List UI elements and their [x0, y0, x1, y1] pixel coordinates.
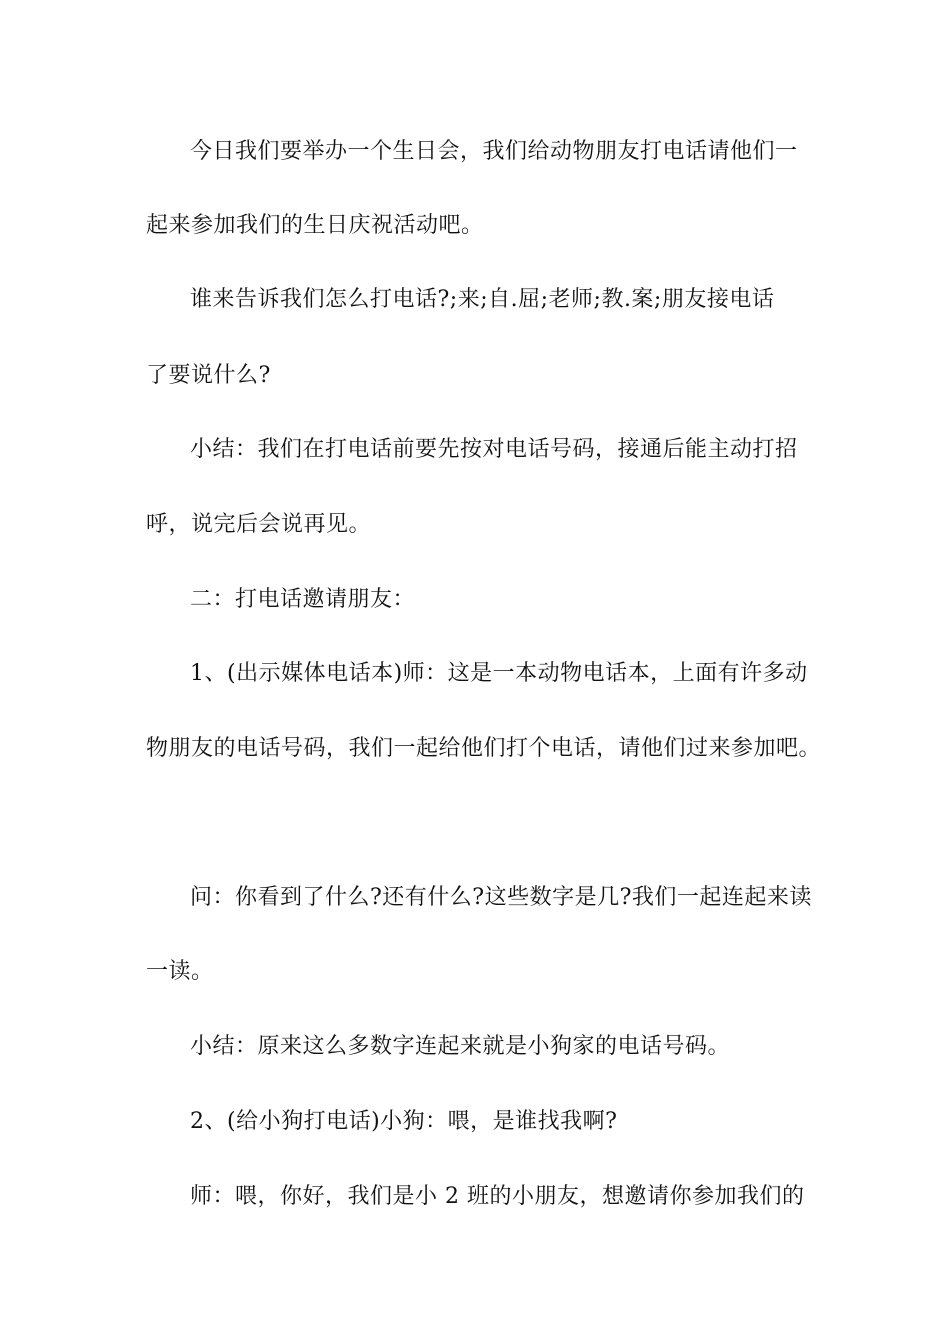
section-heading: 二：打电话邀请朋友：	[190, 587, 416, 612]
paragraph-6: 小结：原来这么多数字连起来就是小狗家的电话号码。	[190, 1034, 731, 1059]
paragraph-2-line-2: 了要说什么?	[146, 363, 271, 388]
paragraph-5-line-2: 一读。	[146, 959, 214, 984]
paragraph-1-line-2: 起来参加我们的生日庆祝活动吧。	[146, 213, 484, 238]
paragraph-3-line-1: 小结：我们在打电话前要先按对电话号码，接通后能主动打招	[190, 437, 798, 462]
paragraph-4-line-2: 物朋友的电话号码，我们一起给他们打个电话，请他们过来参加吧。	[146, 736, 822, 761]
paragraph-7: 2、(给小狗打电话)小狗：喂，是谁找我啊?	[190, 1109, 618, 1134]
paragraph-3-line-2: 呼，说完后会说再见。	[146, 512, 372, 537]
paragraph-5-line-1: 问：你看到了什么?还有什么?这些数字是几?我们一起连起来读	[190, 885, 812, 910]
paragraph-4-line-1: 1、(出示媒体电话本)师：这是一本动物电话本，上面有许多动	[190, 661, 808, 686]
paragraph-1-line-1: 今日我们要举办一个生日会，我们给动物朋友打电话请他们一	[190, 139, 798, 164]
paragraph-8-line-1: 师：喂，你好，我们是小 2 班的小朋友，想邀请你参加我们的	[190, 1184, 805, 1209]
paragraph-2-line-1: 谁来告诉我们怎么打电话?;来;自.屈;老师;教.案;朋友接电话	[190, 287, 775, 312]
